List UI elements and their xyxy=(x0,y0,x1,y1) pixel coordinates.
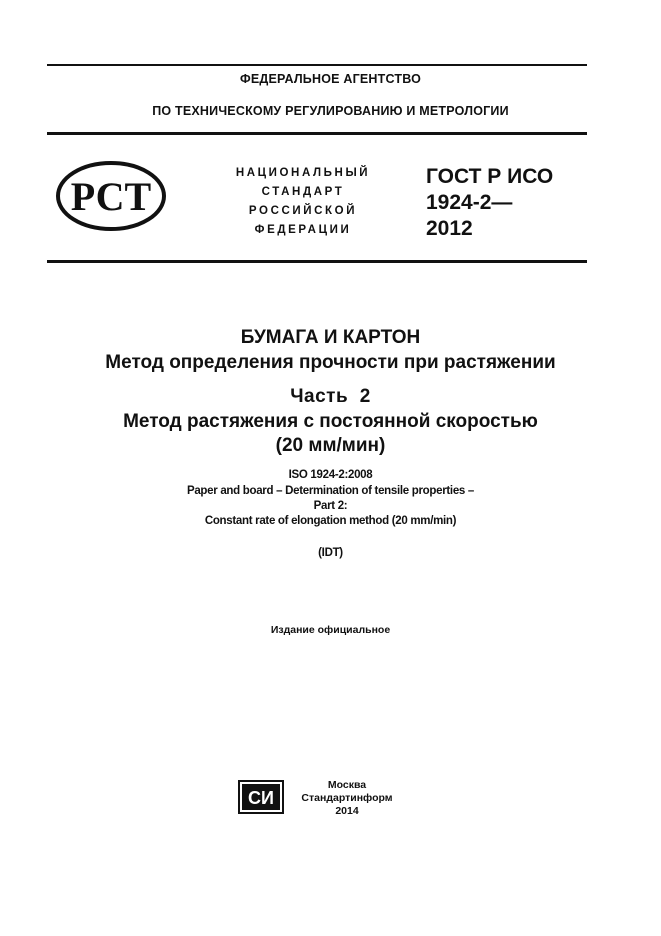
gost-line-1: ГОСТ Р ИСО xyxy=(426,165,554,188)
title-line-3: Метод растяжения с постоянной скоростью xyxy=(123,411,538,432)
national-line: ФЕДЕРАЦИИ xyxy=(254,224,352,236)
edition-label: Издание официальное xyxy=(270,624,391,636)
header-rule xyxy=(47,132,587,135)
standard-rule xyxy=(47,260,587,263)
publisher-city: Москва xyxy=(327,779,367,791)
agency-line-2: ПО ТЕХНИЧЕСКОМУ РЕГУЛИРОВАНИЮ И МЕТРОЛОГИИ xyxy=(152,104,509,118)
national-line: НАЦИОНАЛЬНЫЙ xyxy=(235,167,371,179)
rst-logo-icon xyxy=(55,160,167,232)
title-line-1: БУМАГА И КАРТОН xyxy=(240,327,421,348)
gost-line-2: 1924-2— xyxy=(426,191,513,214)
gost-designation xyxy=(426,164,553,242)
publisher-year: 2014 xyxy=(335,805,359,817)
national-standard-label xyxy=(218,164,388,240)
title-part: Часть 2 xyxy=(290,386,371,407)
publisher-name: Стандартинформ xyxy=(301,792,393,804)
iso-title-line-2: Part 2: xyxy=(313,500,348,512)
idt-label: (IDT) xyxy=(318,547,343,559)
title-line-4: (20 мм/мин) xyxy=(275,435,386,456)
iso-reference: ISO 1924-2:2008 xyxy=(288,469,373,481)
gost-line-3: 2012 xyxy=(426,217,473,240)
iso-title-line-3: Constant rate of elongation method (20 mm/min) xyxy=(204,515,457,527)
iso-title-line-1: Paper and board – Determination of tensile properties – xyxy=(186,485,475,497)
title-line-2: Метод определения прочности при растяжении xyxy=(105,352,556,373)
rst-logo-text: РСТ xyxy=(70,174,152,219)
publisher-block xyxy=(292,779,402,818)
standartinform-logo-text: СИ xyxy=(248,788,274,808)
top-rule xyxy=(47,64,587,66)
national-line: РОССИЙСКОЙ xyxy=(248,205,358,217)
agency-line-1: ФЕДЕРАЛЬНОЕ АГЕНТСТВО xyxy=(239,72,422,86)
national-line: СТАНДАРТ xyxy=(261,186,345,198)
standartinform-logo-icon xyxy=(238,780,284,814)
